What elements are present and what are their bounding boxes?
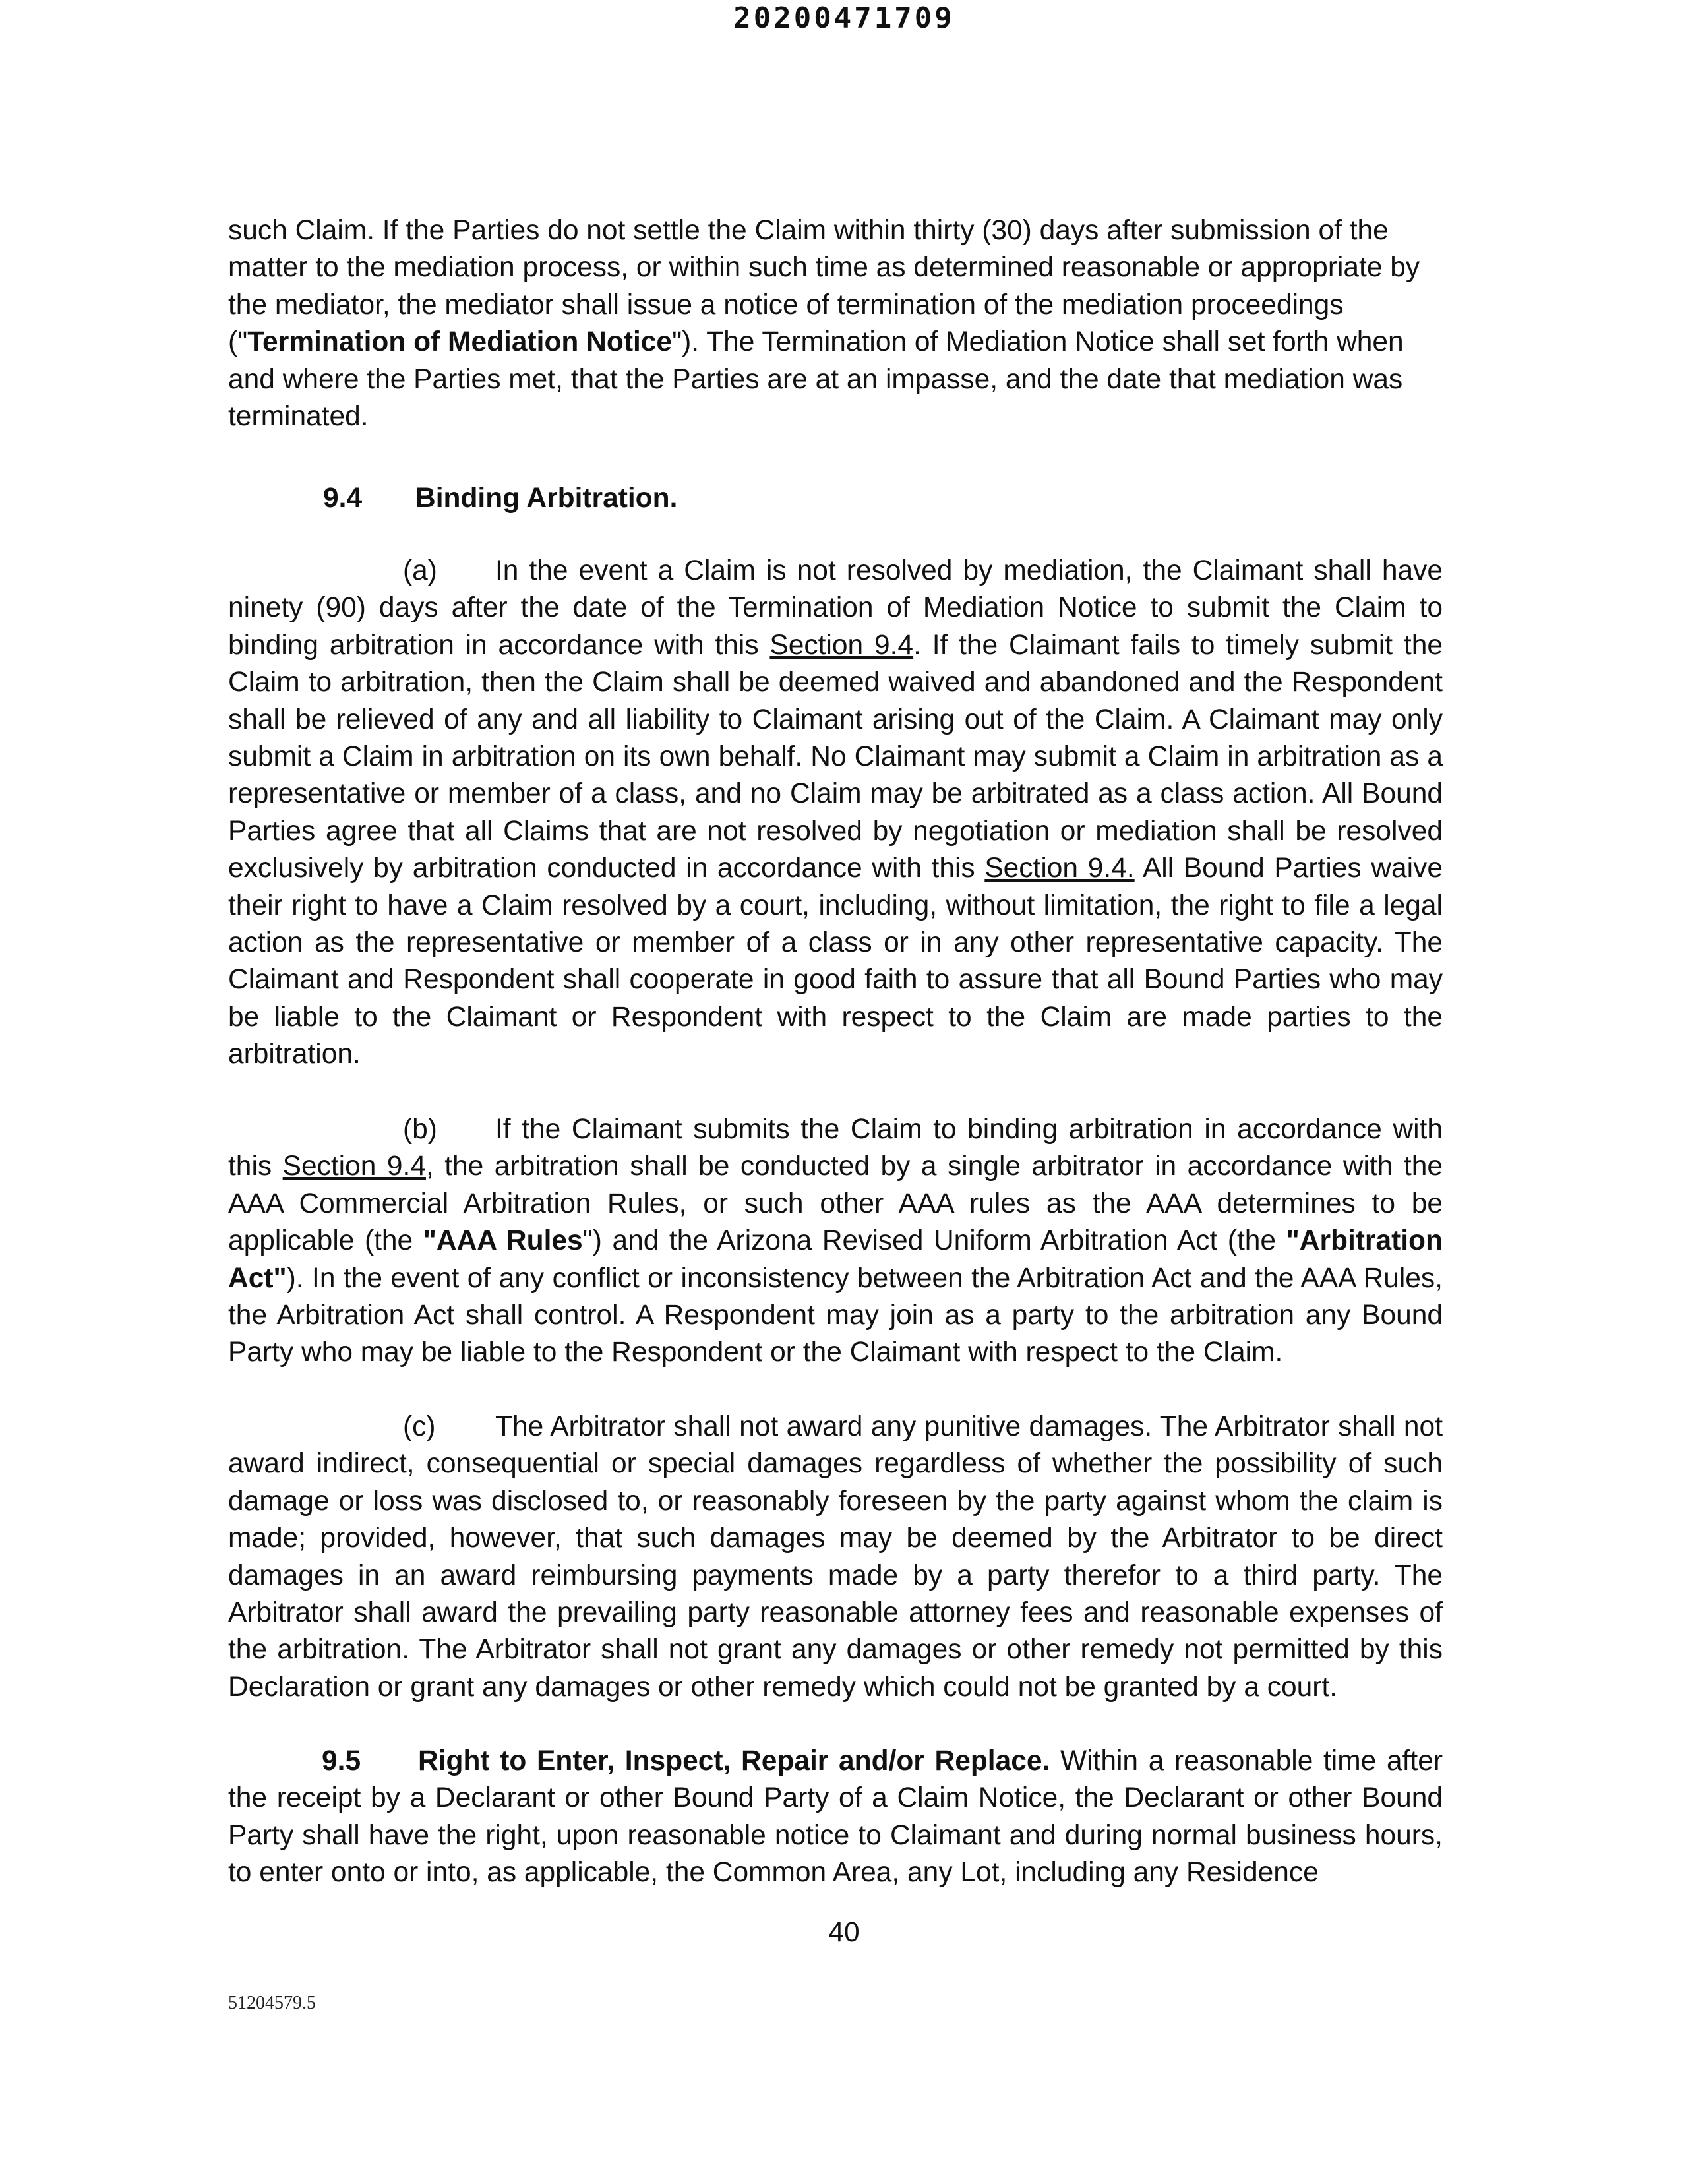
para-text: . If the Claimant fails to timely submit the Claim to arbitration, then the Claim shall be deemed waived and abandoned and the Respondent shall be relieved of any and all liability to Claimant arising out of the Claim. A Claimant may only submit a Claim in arbitration on its own behalf. No Claimant may submit a Claim in arbitration as a representative or member of a class, and no Claim may be arbitrated as a class action. All Bound Parties agree that all Claims that are not resolved by negotiation or mediation shall be resolved exclusively by arbitration conducted in accordance with this: [228, 629, 1443, 884]
paragraph-a: [228, 553, 1443, 1074]
para-text: All Bound Parties waive their right to have a Claim resolved by a court, including, without limitation, the right to file a legal action as the representative or member of a class or in any other representative capacity. The Claimant and Respondent shall cooperate in good faith to assure that all Bound Parties who may be liable to the Claimant or Respondent with respect to the Claim are made parties to the arbitration.: [228, 853, 1443, 1070]
paragraph-label: (c): [403, 1411, 436, 1442]
section-9-5: [228, 1743, 1443, 1892]
section-reference: Section 9.4.: [984, 853, 1135, 884]
section-number: 9.5: [322, 1745, 361, 1776]
para-text: such Claim. If the Parties do not settle the Claim within thirty (30) days after submission of the matter to the mediation process, or within such time as determined reasonable or appropriate by the mediator, the mediator shall issue a notice of termination of the mediation proceedings (": [228, 215, 1420, 358]
para-text: ") and the Arizona Revised Uniform Arbitration Act (the: [582, 1225, 1286, 1257]
defined-term-termination-notice: Termination of Mediation Notice: [247, 326, 673, 358]
section-title: Binding Arbitration.: [415, 483, 678, 514]
recording-number: 20200471709: [733, 1, 955, 35]
paragraph-label: (b): [403, 1114, 437, 1145]
paragraph-continuation: [228, 212, 1443, 435]
defined-term-arbitration-act: "Arbitration Act": [228, 1225, 1443, 1294]
document-id: 51204579.5: [228, 1993, 316, 2013]
para-text: , the arbitration shall be conducted by a single arbitrator in accordance with the AAA Commercial Arbitration Rules, or such other AAA rules as the AAA determines to be applicable (the: [228, 1151, 1443, 1257]
section-reference: Section 9.4: [769, 629, 914, 661]
paragraph-b: [228, 1111, 1443, 1372]
para-text: ). In the event of any conflict or inconsistency between the Arbitration Act and the AAA Rules, the Arbitration Act shall control. A Respondent may join as a party to the arbitration any Bound Party who may be liable to the Respondent or the Claimant with respect to the Claim.: [228, 1262, 1443, 1368]
paragraph-c: [228, 1409, 1443, 1706]
paragraph-label: (a): [403, 555, 437, 586]
page-number: 40: [828, 1917, 860, 1948]
para-text: If the Claimant submits the Claim to binding arbitration in accordance with this: [228, 1114, 1443, 1182]
para-text: Within a reasonable time after the receipt by a Declarant or other Bound Party of a Claim Notice, the Declarant or other Bound Party shall have the right, upon reasonable notice to Claimant and during normal business hours, to enter onto or into, as applicable, the Common Area, any Lot, including any Residence: [228, 1745, 1443, 1889]
para-text: In the event a Claim is not resolved by mediation, the Claimant shall have ninety (90) days after the date of the Termination of Mediation Notice to submit the Claim to binding arbitration in accordance with this: [228, 555, 1443, 661]
section-title: Right to Enter, Inspect, Repair and/or Replace.: [418, 1745, 1050, 1776]
para-text: The Arbitrator shall not award any punitive damages. The Arbitrator shall not award indirect, consequential or special damages regardless of whether the possibility of such damage or loss was disclosed to, or reasonably foreseen by the party against whom the claim is made; provided, however, that such damages may be deemed by the Arbitrator to be direct damages in an award reimbursing payments made by a party therefor to a third party. The Arbitrator shall award the prevailing party reasonable attorney fees and reasonable expenses of the arbitration. The Arbitrator shall not grant any damages or other remedy not permitted by this Declaration or grant any damages or other remedy which could not be granted by a court.: [228, 1411, 1443, 1703]
section-reference: Section 9.4: [282, 1151, 426, 1182]
para-text: "). The Termination of Mediation Notice shall set forth when and where the Parties met, that the Parties are at an impasse, and the date that mediation was terminated.: [228, 326, 1404, 433]
section-number: 9.4: [323, 483, 363, 514]
defined-term-aaa-rules: "AAA Rules: [423, 1225, 583, 1257]
